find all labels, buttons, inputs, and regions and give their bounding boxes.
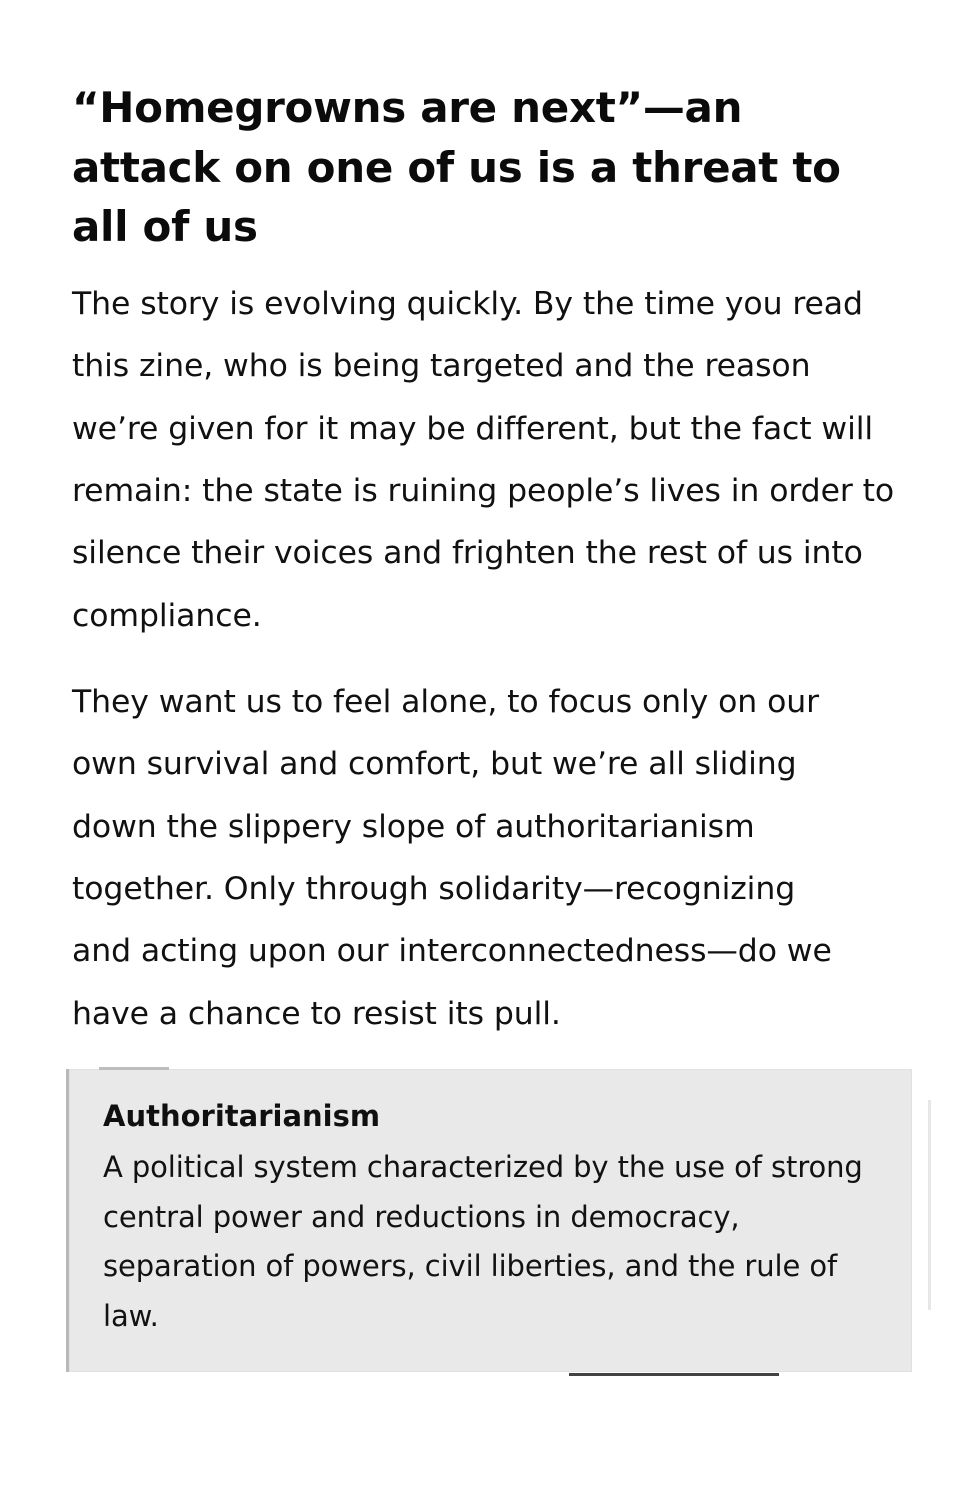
definition-term: Authoritarianism xyxy=(103,1099,381,1134)
definition-text: A political system characterized by the use of strong central power and reductions in democracy, separation of powers, civil liberties, and the rule of law. xyxy=(103,1149,863,1334)
page-title: “Homegrowns are next”—an attack on one of us is a threat to all of us xyxy=(72,83,841,252)
body-paragraph-2: They want us to feel alone, to focus only on our own survival and comfort, but we’re all sliding down the slippery slope of authoritarianism together. Only through solidarity—recognizing and acting upon our interconnectedness—do we have a chance to resist its pull. xyxy=(72,684,832,1032)
definition-callout xyxy=(66,1069,912,1372)
paper-edge-mark xyxy=(928,1100,931,1310)
body-paragraph-1: The story is evolving quickly. By the time you read this zine, who is being targeted and the reason we’re given for it may be different, but the fact will remain: the state is ruining people’s lives in order to silence their voices and frighten the rest of us into compliance. xyxy=(72,285,895,634)
